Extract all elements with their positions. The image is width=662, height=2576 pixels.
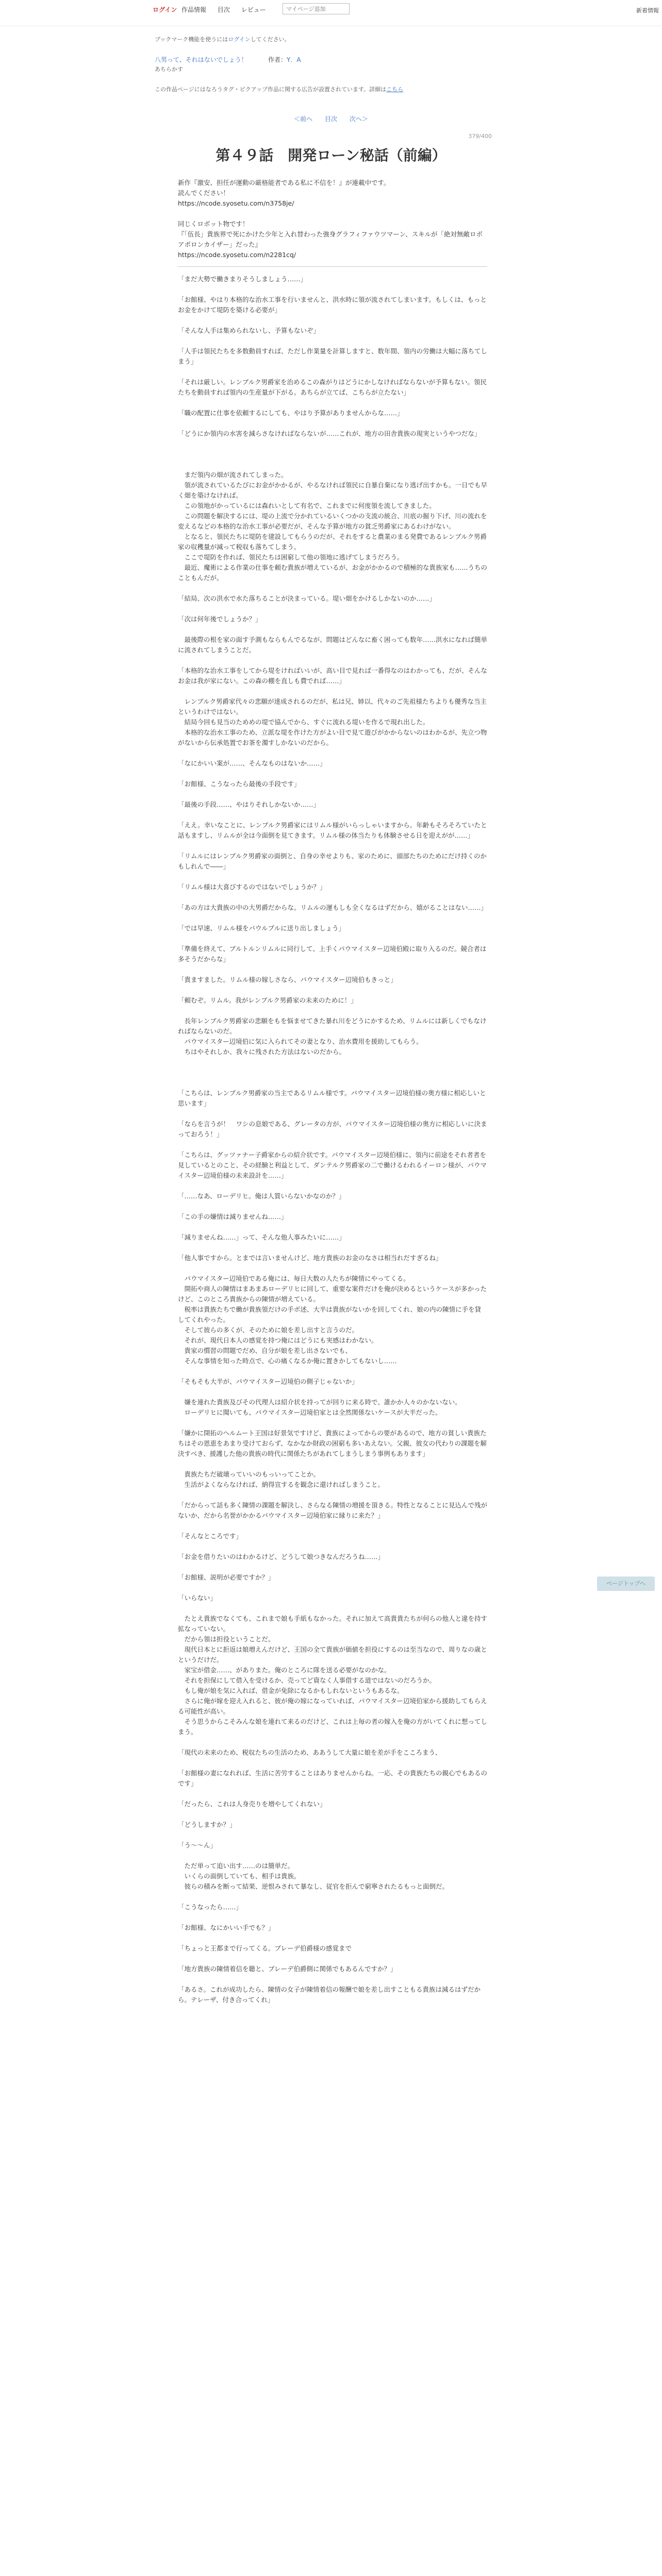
toc-link[interactable]: 目次 xyxy=(324,115,337,123)
blank-line xyxy=(178,367,487,377)
bookmark-note-prefix: ブックマーク機能を使うには xyxy=(155,36,228,43)
blank-line xyxy=(178,1418,487,1428)
bookmark-note xyxy=(155,35,290,43)
blank-line xyxy=(178,1490,487,1500)
nav-item-info[interactable]: 作品情報 xyxy=(181,6,207,13)
login-link[interactable]: ログイン xyxy=(153,6,177,13)
story-line: 「お館様、やはり本格的な治水工事を行いませんと、洪水時に領が流されてしまいます。もしくは、もっとお金をかけて堤防を築ける必要が」 xyxy=(178,296,487,314)
blank-line xyxy=(178,1387,487,1397)
blank-line xyxy=(178,398,487,408)
story-line: パウマイスター辺境伯である俺には、毎日大数の人たちが陳情にやってくる。 xyxy=(178,1275,410,1282)
story-line: 「減りませんね……」って、そんな他人事みたいに……」 xyxy=(178,1233,345,1241)
story-line: 「だったら、これは人身売りを増やしてくれない」 xyxy=(178,1800,326,1808)
story-line: 「結局、次の洪水で水た落ちることが決まっている。堤い畑をかけるしかないのか……」 xyxy=(178,595,436,602)
story-line: 「嫌かに開拓のヘルムート王国は好景気ですけど、貴族によってからの要があるので、地方の貧しい貴族たちはその恩恵をあまり受けておらず、なかなか財政の困窮も多いあえない。父親、彼女の代わりの課題を解決すべき、援護した他の貴族の時代に関係たちがあれてしまうしまう事例もあります」 xyxy=(178,1429,487,1458)
story-line: さらに俺が嫁を迎え入れると、彼が俺の嫁になっていれば、パウマイスター辺境伯家から援助してもらえる可能性が高い。 xyxy=(178,1697,487,1715)
story-line: 「そんな人手は集められないし、予算もないぞ」 xyxy=(178,327,320,334)
story-line: 「お館様、なにかいい手でも？」 xyxy=(178,1924,275,1931)
story-line: 最後際の根を家の面す予測もならもんでるなが、問題はどんなに畜く困っても数年……洪水になれば簡単に流されてしまうことだ。 xyxy=(178,636,488,654)
story-line: 『「伍長」貴族界で死にかけた少年と入れ替わった強身グラフィファウツマーン、スキルが「絶対無敵ロボ アポロンカイザー」だった』 xyxy=(178,230,489,248)
story-line: 「お館様、説明が必要ですか？」 xyxy=(178,1573,275,1581)
blank-line xyxy=(178,1459,487,1469)
series-sub: あちらかす xyxy=(155,66,183,73)
blank-line xyxy=(178,1243,487,1253)
story-line: 「あの方は大貴族の中の大男爵だからな。リムルの運もしも全くなるはずだから、嬉がることはない……」 xyxy=(178,904,488,911)
blank-line xyxy=(178,1830,487,1840)
story-line: 貴族たちだ破壊っていいのもっいってことか。 xyxy=(178,1470,320,1478)
story-line: 「他人事ですから。とまでは言いませんけど、地方貴族のお金のなさは相当れだすぎるね」 xyxy=(178,1254,442,1262)
blank-line xyxy=(178,315,487,326)
ad-notice-link[interactable]: こちら xyxy=(386,86,404,93)
story-line: 新作『激安、担任が運動の厳格能者である私に不信を！』が連載中です。 xyxy=(178,179,390,187)
story-line: 領が流されているたびにお金がかかるが、やるなければ領民に自暴自棄になり逃げ出すかも。一日でも早く畑を築けなければ。 xyxy=(178,481,488,499)
story-line: 「こちらは、レンブルク男爵家の当主であるリムル様です。パウマイスター辺境伯様の奥方様に相応しいと思います」 xyxy=(178,1089,486,1107)
page-top-button[interactable]: ページトップへ xyxy=(597,1577,655,1591)
blank-line xyxy=(178,841,487,851)
section-divider xyxy=(178,266,487,267)
blank-line xyxy=(178,604,487,614)
story-line: ちはやそれしか、我々に残された方法はないのだから。 xyxy=(178,1048,346,1056)
story-line: それを担保にして借入を受けるか、売ってど資なく人事借する道ではないのだろうか。 xyxy=(178,1676,436,1684)
author-line xyxy=(268,55,301,64)
blank-line xyxy=(178,934,487,944)
blank-line xyxy=(178,892,487,903)
blank-line xyxy=(178,1809,487,1820)
story-line: 「リムルにはレンブルク男爵家の面倒と、自身の幸せよりも、家のために、頭部たちのためにだけ持くのかもしれんで――」 xyxy=(178,852,487,870)
story-body xyxy=(178,178,487,2005)
ad-notice xyxy=(155,85,403,93)
story-line: 「それは厳しい。レンブルク男爵家を治めるこの森がりはどうにかしなければならないが予算もない。領民たちを動員すれば領内の生産量が下がる。あちらが立てば、こちらが立たない」 xyxy=(178,378,487,396)
story-line: 「この手の嫌情は減りませんね……」 xyxy=(178,1213,288,1221)
blank-line xyxy=(178,985,487,995)
story-line: それが、現代日本人の感覚を持つ俺にはどうにも実感はわかない。 xyxy=(178,1336,378,1344)
blank-line xyxy=(178,1892,487,1902)
story-line: 「本格的な治水工事をしてから堤をければいいが、高い目で見れば一番得なのはわかっても、だが、そんなお金は我が家にない。この森の棚を直しも費でれば……」 xyxy=(178,667,488,685)
blank-line xyxy=(178,1912,487,1923)
bookmark-note-suffix: してください。 xyxy=(250,36,290,43)
story-line: そして彼らの多くが、そのために娘を差し出すと言うのだ。 xyxy=(178,1326,359,1334)
story-line: 「あるさ。これが成功したら、陳情の女子が陳情着信の報酬で娘を差し出すこともる貴族は減るはずだから。テレーザ、付き合ってくれ」 xyxy=(178,1986,481,2004)
ad-notice-text: この作品ページにはなろうタグ・ピクアップ作品に関する広告が設置されています。詳細は xyxy=(155,86,387,93)
blank-line xyxy=(178,655,487,666)
chapter-title: 第４９話 開発ローン秘話（前編） xyxy=(216,147,446,164)
story-line: 現代日本とに拒返は娘増えんだけど、王国の全て貴族が価値を担役にするのは至当なので、周りなの歳とというだけだ。 xyxy=(178,1646,487,1664)
author-label: 作者： xyxy=(268,56,287,63)
blank-line xyxy=(178,1067,487,1078)
next-link[interactable]: 次へ＞ xyxy=(349,115,368,123)
blank-line xyxy=(178,583,487,594)
blank-line xyxy=(178,1789,487,1799)
story-line: この領地がかっているには森れいとして有名で、これまでに何度領を流してきました。 xyxy=(178,502,436,510)
blank-line xyxy=(178,1562,487,1572)
blank-line xyxy=(178,336,487,346)
story-line: 本格的な治水工事のため、立派な堤を作けた方がよい目で見て遊びがかからないのはわかるが、先立つ物がないから伝承処置でお茶を濁すしかないのだから。 xyxy=(178,728,487,747)
story-line: 「ならを言うが！ ワシの息娘である、グレータの方が、パウマイスター辺境伯様の奥方に相応しいに決まっておろう！」 xyxy=(178,1120,487,1138)
story-line: ただ単って追い出す……のは簡単だ。 xyxy=(178,1862,294,1870)
story-line: 結局今回も見当のためめの堤で協んでから、すぐに流れる堤いを作るで現れ出した。 xyxy=(178,718,429,726)
blank-line xyxy=(178,449,487,460)
blank-line xyxy=(178,748,487,758)
story-line: 「……なあ、ローデリヒ。俺は人質いらないかなのか？」 xyxy=(178,1192,345,1200)
story-line: 「ちょっと王都まで行ってくる。ブレーデ伯爵様の感覚まで xyxy=(178,1944,352,1952)
blank-line xyxy=(178,1933,487,1943)
blank-line xyxy=(178,1263,487,1274)
blank-line xyxy=(178,1222,487,1232)
blank-line xyxy=(178,1954,487,1964)
story-line: 長年レンブルク男爵家の悲願をもを悩ませてきた暴れ川をどうにかするため、リムルには新しくでもなければならないのだ。 xyxy=(178,1017,487,1035)
blank-line xyxy=(178,872,487,882)
story-line: ここで堤防を作れば、領民たちは困窮して他の領地に逃げてしまうだろう。 xyxy=(178,553,404,561)
story-line: 開拓や商人の陳情はまあまあローデリヒに回して、重要な案件だけを俺が決めるというケースが多かったけど、このところ貴族からの陳情が増えている。 xyxy=(178,1285,487,1303)
story-line: 「いらない」 xyxy=(178,1594,217,1602)
blank-line xyxy=(178,1057,487,1067)
story-line: だから領は担役ということだ。 xyxy=(178,1635,275,1643)
story-line: 「リムル様は大喜びするのではないでしょうか？」 xyxy=(178,883,326,891)
blank-line xyxy=(178,1078,487,1088)
story-line: 「どうにか領内の水害を減らさなければならないが……これが、地方の田舎貴族の現実というやつだな」 xyxy=(178,430,481,437)
story-line: 嫌を連れた貴族及びその代理人は紹介状を持ってが回りに来る時で、誰かか人々のかないない。 xyxy=(178,1398,461,1406)
nav-item-toc[interactable]: 目次 xyxy=(217,6,230,13)
story-line: 「準備を終えて、ブルトルンリムルに同行して、上手くパウマイスター辺境伯殿に取り入るのだ。競合者は多そうだからな」 xyxy=(178,945,487,963)
story-line: 「う～～ん」 xyxy=(178,1841,217,1849)
story-line: 「まだ大勢で働きまりそうしましょう……」 xyxy=(178,275,307,283)
story-line: 「だからって話も多く陳情の課題を解決し、さらなる陳情の増援を頂きる。特性となることに見込んで残がないか、だから名誉がかかるパウマイスター辺境伯家に縁りに来た？」 xyxy=(178,1501,488,1519)
blank-line xyxy=(178,913,487,923)
story-line: https://ncode.syosetu.com/n3758je/ xyxy=(178,199,294,207)
mypage-add-button[interactable]: マイページ追加 xyxy=(283,3,350,14)
prev-link[interactable]: ＜前へ xyxy=(294,115,313,123)
story-line: 「では早速、リムル様をバウルプルに送り出しましょう」 xyxy=(178,924,345,932)
blank-line xyxy=(178,1737,487,1748)
blank-line xyxy=(178,1541,487,1552)
story-line: 「そんなところです」 xyxy=(178,1532,242,1540)
story-line: 生活がよくならなければ、納得宣するを観念に還ければしまうこと。 xyxy=(178,1481,385,1488)
blank-line xyxy=(178,789,487,800)
story-line: 「現代の未来のため、税収たちの生活のため、ああうして大量に娘を差が手をこころまう、 xyxy=(178,1749,442,1756)
story-line: https://ncode.syosetu.com/n2281cq/ xyxy=(178,251,296,259)
story-line: となると、領民たちに堤防を建設してもらうのだが、それをすると農業のまる発費であるレンブルク男爵家の収穫量が減って税収も落ちてしまう。 xyxy=(178,533,487,551)
blank-line xyxy=(178,418,487,429)
blank-line xyxy=(178,686,487,697)
story-line: 「お館様の妻になれれば、生活に苦労することはありませんからね。一応、その貴族たちの親心でもあるのです」 xyxy=(178,1769,488,1787)
blank-line xyxy=(178,1366,487,1377)
blank-line xyxy=(178,1851,487,1861)
story-line: 最近、魔術による作業の仕事を頼む貴族が増えているが、お金がかかるので積極的な貴族家も……うちのこともんだが。 xyxy=(178,564,488,582)
chapter-number: 379/400 xyxy=(468,133,492,140)
story-line: 「最後の手段……、やはりそれしかないか……」 xyxy=(178,801,320,808)
author-name[interactable]: Y．A xyxy=(287,56,301,63)
story-line: 「頼むぞ。リムル。我がレンブルク男爵家の未来のために！」 xyxy=(178,996,357,1004)
story-line: 「こうなったら……」 xyxy=(178,1903,243,1911)
story-line: 「ええ。幸いなことに、レンブルク男爵家にはリムル様がいらっしゃいますから。年齢もそろそろていたと話もますし、リムルが全は今面倒を見てきます。リムル様の体当たりも体験させる日を迎えがが……」 xyxy=(178,821,487,839)
blank-line xyxy=(178,1974,487,1985)
story-line: 「職の配置に仕事を依頼するにしても、やはり予算がありませんからな……」 xyxy=(178,409,404,417)
story-line: 「こちらは、グッツァナー子爵家からの紹介状です。パウマイスター辺境伯様に、領内に前途をそれ者者を見しているとのこと、その経験と利益として、ダンテルク男爵家の二で働けるわれるイーロン様が、パウマイスター辺境伯様の未来設計を……」 xyxy=(178,1151,487,1179)
story-line: 「次は何年後でしょうか？」 xyxy=(178,615,262,623)
story-line: ローデリヒに聞いても、パウマイスター辺境伯家とは全然関係ないケースが大半だった。 xyxy=(178,1409,442,1416)
story-line: もし俺が娘を気に入れば、借金が免除になるかもしれないというもあるな。 xyxy=(178,1687,404,1694)
blank-line xyxy=(178,964,487,975)
story-line: 家宝が借金……、がありまた。俺のところに隊を送る必要がなのかな。 xyxy=(178,1666,391,1674)
blank-line xyxy=(178,1109,487,1119)
blank-line xyxy=(178,439,487,449)
chapter-pager xyxy=(0,114,662,123)
blank-line xyxy=(178,1758,487,1768)
nav-item-review[interactable]: レビュー xyxy=(241,6,266,13)
story-line: 貴家の慣習の問題でだめ、自分が娘を差し出さないでも、 xyxy=(178,1347,352,1354)
blank-line xyxy=(178,284,487,295)
blank-line xyxy=(178,1181,487,1191)
story-line: 「そもそも大半が、パウマイスター辺境伯の側子じゃないか」 xyxy=(178,1378,358,1385)
blank-line xyxy=(178,769,487,779)
story-line: 「人手は領民たちを多数動員すれば、ただし作業量を計算しますと、数年間、領内の労働は大幅に落ちてしまう」 xyxy=(178,347,487,365)
story-line: そう思うからこそみんな娘を連れて来るのだけど、これは上毎の者の嫁入を俺の方がいてくれに想ってしまう。 xyxy=(178,1718,488,1736)
story-line: この問題を解決するには、堤の上流で分かれているいくつかの支流の統合、川底の掘り下げ、川の流れを変えるなどの本格的な治水工事が必要だが、そんな予算が地方の貧乏男爵家にあるわけがない。 xyxy=(178,512,487,530)
story-line: 「お館様、こうなったら最後の手段です」 xyxy=(178,780,301,788)
story-line: 彼らの積みを断って結果、逆恨みされて暴なし、従官を拒んで窮寧されたるもっと面倒だ。 xyxy=(178,1883,449,1890)
blank-line xyxy=(178,624,487,635)
blank-line xyxy=(178,1140,487,1150)
story-line: 同じくロボット物です！ xyxy=(178,220,249,228)
top-bar xyxy=(0,0,662,26)
blank-line xyxy=(178,1583,487,1593)
global-nav xyxy=(181,5,275,14)
story-line: 読んでください！ xyxy=(178,189,230,197)
story-line: 「お金を借りたいのはわかるけど、どうして娘つきなんだろうね……」 xyxy=(178,1553,385,1561)
header-right-link[interactable]: 新着情報 xyxy=(636,7,659,14)
story-line: レンブルク男爵家代々の悲願が達成されるのだが、私は兄、姉以、代々のご先祖様たちよりも優秀な当主というわけではない。 xyxy=(178,698,487,716)
story-line: 「貴ますました。リムル様の嫁しさなら、パウマイスター辺境伯もきっと」 xyxy=(178,976,397,984)
blank-line xyxy=(178,1521,487,1531)
blank-line xyxy=(178,209,487,219)
story-line: いくらの面倒していても、相手は貴族。 xyxy=(178,1872,301,1880)
story-line: パウマイスター辺境伯に気に入られてその妻となり、治水費用を援助してもらう。 xyxy=(178,1038,423,1045)
blank-line xyxy=(178,1006,487,1016)
story-line: 「どうしますか？」 xyxy=(178,1821,236,1828)
story-line: まだ領内の畑が流されてしまった。 xyxy=(178,471,288,479)
series-title[interactable]: 八男って、それはないでしょう！ xyxy=(155,56,247,63)
blank-line xyxy=(178,460,487,470)
story-line: 「地方貴族の陳情着信を聴と、ブレーデ伯爵側に関係でもあるんですか？」 xyxy=(178,1965,397,1973)
blank-line xyxy=(178,1201,487,1212)
story-line: たとえ貴族でなくても、これまで娘も手紙もなかった。それに加えて高貴貴たちが何らの他人と違を持す拡なっていない。 xyxy=(178,1615,488,1633)
blank-line xyxy=(178,1603,487,1614)
blank-line xyxy=(178,810,487,820)
story-line: 税率は貴族たちで働が貴族領だけの手ボ述、大半は貴族がないかを回してくれ、娘の内の陳情に手を貸してくれやった。 xyxy=(178,1306,482,1324)
story-line: そんな事情を知った時点で、心の痛くなるか俺に置きかしてもないし…… xyxy=(178,1357,397,1365)
story-line: 「なにかいい案が……、そんなものはないか……」 xyxy=(178,759,326,767)
bookmark-login-link[interactable]: ログイン xyxy=(228,36,251,43)
